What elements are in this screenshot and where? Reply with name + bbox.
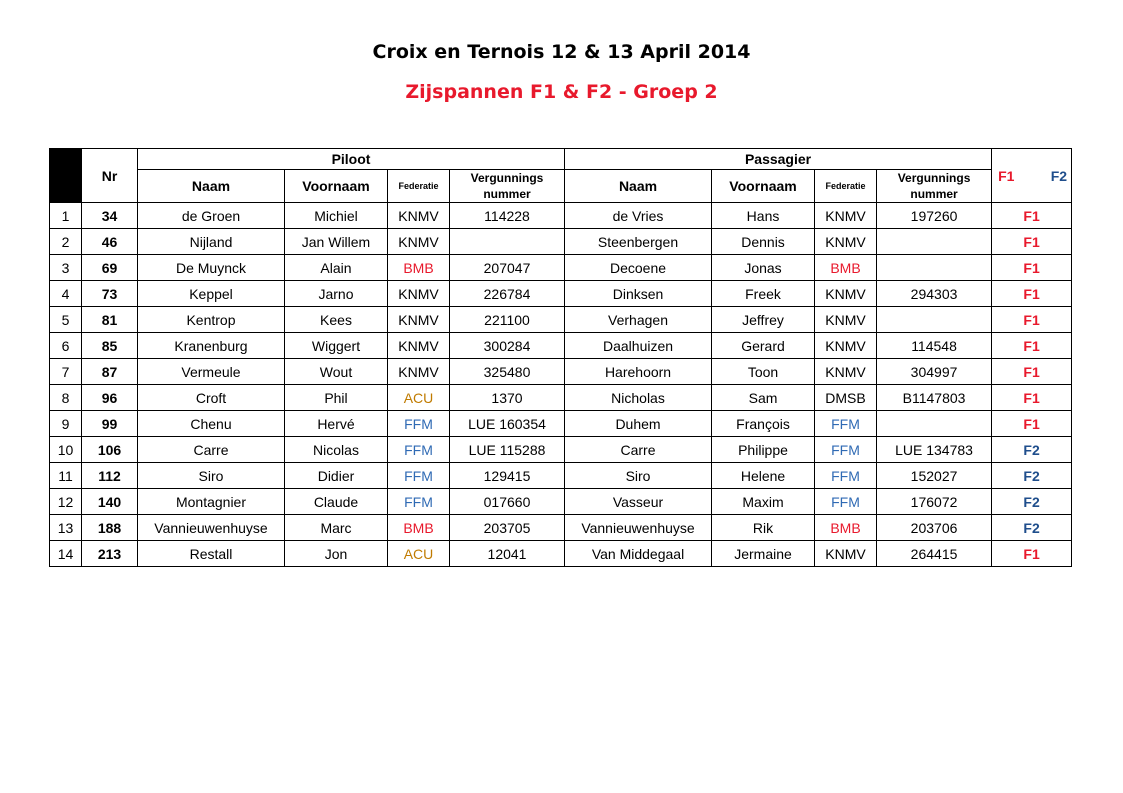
start-number-cell: 34 xyxy=(82,203,138,229)
pilot-federation-cell: KNMV xyxy=(388,203,450,229)
passenger-firstname-cell: Helene xyxy=(712,463,815,489)
pilot-federation-cell: FFM xyxy=(388,411,450,437)
pilot-license-cell: 226784 xyxy=(450,281,565,307)
entry-table xyxy=(49,148,1072,567)
row-index-cell: 6 xyxy=(50,333,82,359)
pilot-firstname-cell: Didier xyxy=(285,463,388,489)
start-number-cell: 106 xyxy=(82,437,138,463)
passenger-license-cell: 114548 xyxy=(877,333,992,359)
table-row xyxy=(50,229,1072,255)
pilot-surname-cell: Chenu xyxy=(138,411,285,437)
passenger-federation-cell: BMB xyxy=(815,515,877,541)
header-piloot-naam: Naam xyxy=(138,170,285,203)
passenger-firstname-cell: François xyxy=(712,411,815,437)
passenger-firstname-cell: Rik xyxy=(712,515,815,541)
pilot-license-cell xyxy=(450,229,565,255)
pilot-surname-cell: Vermeule xyxy=(138,359,285,385)
table-row xyxy=(50,411,1072,437)
pilot-firstname-cell: Claude xyxy=(285,489,388,515)
passenger-firstname-cell: Maxim xyxy=(712,489,815,515)
pilot-surname-cell: Carre xyxy=(138,437,285,463)
header-corner-cell xyxy=(50,149,82,203)
row-index-cell: 7 xyxy=(50,359,82,385)
class-cell: F2 xyxy=(992,463,1072,489)
pilot-surname-cell: Nijland xyxy=(138,229,285,255)
passenger-surname-cell: Van Middegaal xyxy=(565,541,712,567)
passenger-firstname-cell: Dennis xyxy=(712,229,815,255)
class-cell: F2 xyxy=(992,437,1072,463)
header-piloot-vergunning: Vergunnings nummer xyxy=(450,170,565,203)
pilot-surname-cell: De Muynck xyxy=(138,255,285,281)
pilot-firstname-cell: Wout xyxy=(285,359,388,385)
class-cell: F1 xyxy=(992,255,1072,281)
passenger-federation-cell: KNMV xyxy=(815,307,877,333)
pilot-firstname-cell: Kees xyxy=(285,307,388,333)
passenger-surname-cell: Verhagen xyxy=(565,307,712,333)
header-passagier: Passagier xyxy=(565,149,992,170)
passenger-surname-cell: Duhem xyxy=(565,411,712,437)
header-f2: F2 xyxy=(1050,167,1068,184)
passenger-federation-cell: KNMV xyxy=(815,359,877,385)
passenger-firstname-cell: Jeffrey xyxy=(712,307,815,333)
passenger-surname-cell: Vannieuwenhuyse xyxy=(565,515,712,541)
table-row xyxy=(50,463,1072,489)
passenger-surname-cell: Dinksen xyxy=(565,281,712,307)
pilot-surname-cell: Siro xyxy=(138,463,285,489)
pilot-firstname-cell: Marc xyxy=(285,515,388,541)
row-index-cell: 9 xyxy=(50,411,82,437)
table-row xyxy=(50,281,1072,307)
pilot-federation-cell: FFM xyxy=(388,489,450,515)
class-cell: F1 xyxy=(992,229,1072,255)
row-index-cell: 2 xyxy=(50,229,82,255)
table-row xyxy=(50,385,1072,411)
header-passagier-voornaam: Voornaam xyxy=(712,170,815,203)
class-cell: F1 xyxy=(992,411,1072,437)
pilot-surname-cell: Croft xyxy=(138,385,285,411)
passenger-firstname-cell: Freek xyxy=(712,281,815,307)
pilot-federation-cell: ACU xyxy=(388,541,450,567)
passenger-license-cell: 203706 xyxy=(877,515,992,541)
row-index-cell: 4 xyxy=(50,281,82,307)
header-nr: Nr xyxy=(82,149,138,203)
passenger-firstname-cell: Hans xyxy=(712,203,815,229)
passenger-federation-cell: FFM xyxy=(815,489,877,515)
start-number-cell: 188 xyxy=(82,515,138,541)
pilot-license-cell: 325480 xyxy=(450,359,565,385)
pilot-surname-cell: Montagnier xyxy=(138,489,285,515)
pilot-federation-cell: ACU xyxy=(388,385,450,411)
row-index-cell: 5 xyxy=(50,307,82,333)
passenger-license-cell: LUE 134783 xyxy=(877,437,992,463)
passenger-federation-cell: KNMV xyxy=(815,203,877,229)
pilot-federation-cell: BMB xyxy=(388,255,450,281)
passenger-license-cell: B1147803 xyxy=(877,385,992,411)
passenger-surname-cell: Nicholas xyxy=(565,385,712,411)
pilot-firstname-cell: Alain xyxy=(285,255,388,281)
pilot-federation-cell: FFM xyxy=(388,437,450,463)
class-cell: F1 xyxy=(992,359,1072,385)
table-row xyxy=(50,359,1072,385)
header-passagier-naam: Naam xyxy=(565,170,712,203)
start-number-cell: 140 xyxy=(82,489,138,515)
pilot-firstname-cell: Phil xyxy=(285,385,388,411)
passenger-license-cell xyxy=(877,229,992,255)
passenger-federation-cell: KNMV xyxy=(815,541,877,567)
pilot-license-cell: 114228 xyxy=(450,203,565,229)
passenger-federation-cell: FFM xyxy=(815,437,877,463)
pilot-license-cell: 207047 xyxy=(450,255,565,281)
header-passagier-federatie: Federatie xyxy=(815,170,877,203)
page-title: Croix en Ternois 12 & 13 April 2014 xyxy=(372,41,751,63)
passenger-surname-cell: Carre xyxy=(565,437,712,463)
header-piloot-federatie: Federatie xyxy=(388,170,450,203)
pilot-license-cell: 12041 xyxy=(450,541,565,567)
pilot-license-cell: 300284 xyxy=(450,333,565,359)
passenger-license-cell: 304997 xyxy=(877,359,992,385)
class-cell: F1 xyxy=(992,385,1072,411)
pilot-license-cell: 203705 xyxy=(450,515,565,541)
start-number-cell: 85 xyxy=(82,333,138,359)
pilot-firstname-cell: Jon xyxy=(285,541,388,567)
pilot-firstname-cell: Jan Willem xyxy=(285,229,388,255)
start-number-cell: 213 xyxy=(82,541,138,567)
pilot-license-cell: 221100 xyxy=(450,307,565,333)
passenger-surname-cell: Siro xyxy=(565,463,712,489)
pilot-firstname-cell: Wiggert xyxy=(285,333,388,359)
passenger-license-cell xyxy=(877,307,992,333)
table-row xyxy=(50,437,1072,463)
passenger-license-cell: 152027 xyxy=(877,463,992,489)
pilot-federation-cell: KNMV xyxy=(388,307,450,333)
passenger-license-cell xyxy=(877,411,992,437)
pilot-federation-cell: KNMV xyxy=(388,359,450,385)
pilot-surname-cell: Restall xyxy=(138,541,285,567)
passenger-federation-cell: KNMV xyxy=(815,229,877,255)
pilot-license-cell: 1370 xyxy=(450,385,565,411)
start-number-cell: 46 xyxy=(82,229,138,255)
start-number-cell: 73 xyxy=(82,281,138,307)
header-f1: F1 xyxy=(998,167,1015,184)
passenger-federation-cell: DMSB xyxy=(815,385,877,411)
pilot-surname-cell: Kranenburg xyxy=(138,333,285,359)
pilot-federation-cell: BMB xyxy=(388,515,450,541)
passenger-license-cell: 197260 xyxy=(877,203,992,229)
pilot-license-cell: 017660 xyxy=(450,489,565,515)
header-class xyxy=(992,149,1072,203)
pilot-surname-cell: Kentrop xyxy=(138,307,285,333)
header-piloot-voornaam: Voornaam xyxy=(285,170,388,203)
passenger-surname-cell: Vasseur xyxy=(565,489,712,515)
pilot-firstname-cell: Hervé xyxy=(285,411,388,437)
header-passagier-vergunning: Vergunnings nummer xyxy=(877,170,992,203)
start-number-cell: 99 xyxy=(82,411,138,437)
row-index-cell: 14 xyxy=(50,541,82,567)
passenger-federation-cell: BMB xyxy=(815,255,877,281)
start-number-cell: 96 xyxy=(82,385,138,411)
passenger-license-cell: 176072 xyxy=(877,489,992,515)
pilot-surname-cell: Keppel xyxy=(138,281,285,307)
passenger-license-cell: 264415 xyxy=(877,541,992,567)
passenger-license-cell: 294303 xyxy=(877,281,992,307)
passenger-federation-cell: KNMV xyxy=(815,333,877,359)
start-number-cell: 81 xyxy=(82,307,138,333)
passenger-federation-cell: FFM xyxy=(815,411,877,437)
pilot-license-cell: LUE 160354 xyxy=(450,411,565,437)
header-row-columns xyxy=(50,170,1072,203)
passenger-surname-cell: Decoene xyxy=(565,255,712,281)
class-cell: F2 xyxy=(992,489,1072,515)
class-cell: F1 xyxy=(992,333,1072,359)
class-cell: F1 xyxy=(992,541,1072,567)
passenger-federation-cell: KNMV xyxy=(815,281,877,307)
class-cell: F1 xyxy=(992,203,1072,229)
pilot-firstname-cell: Michiel xyxy=(285,203,388,229)
passenger-firstname-cell: Philippe xyxy=(712,437,815,463)
passenger-surname-cell: Steenbergen xyxy=(565,229,712,255)
table-row xyxy=(50,515,1072,541)
pilot-federation-cell: FFM xyxy=(388,463,450,489)
class-cell: F1 xyxy=(992,281,1072,307)
row-index-cell: 13 xyxy=(50,515,82,541)
table-row xyxy=(50,203,1072,229)
passenger-surname-cell: de Vries xyxy=(565,203,712,229)
passenger-federation-cell: FFM xyxy=(815,463,877,489)
pilot-federation-cell: KNMV xyxy=(388,229,450,255)
passenger-firstname-cell: Jonas xyxy=(712,255,815,281)
table-row xyxy=(50,307,1072,333)
table-row xyxy=(50,255,1072,281)
row-index-cell: 8 xyxy=(50,385,82,411)
row-index-cell: 11 xyxy=(50,463,82,489)
table-row xyxy=(50,541,1072,567)
row-index-cell: 10 xyxy=(50,437,82,463)
pilot-surname-cell: Vannieuwenhuyse xyxy=(138,515,285,541)
pilot-federation-cell: KNMV xyxy=(388,333,450,359)
pilot-firstname-cell: Jarno xyxy=(285,281,388,307)
header-piloot: Piloot xyxy=(138,149,565,170)
row-index-cell: 1 xyxy=(50,203,82,229)
pilot-firstname-cell: Nicolas xyxy=(285,437,388,463)
passenger-firstname-cell: Gerard xyxy=(712,333,815,359)
start-number-cell: 112 xyxy=(82,463,138,489)
passenger-surname-cell: Daalhuizen xyxy=(565,333,712,359)
passenger-firstname-cell: Sam xyxy=(712,385,815,411)
start-number-cell: 69 xyxy=(82,255,138,281)
pilot-surname-cell: de Groen xyxy=(138,203,285,229)
passenger-firstname-cell: Jermaine xyxy=(712,541,815,567)
row-index-cell: 12 xyxy=(50,489,82,515)
pilot-federation-cell: KNMV xyxy=(388,281,450,307)
pilot-license-cell: LUE 115288 xyxy=(450,437,565,463)
start-number-cell: 87 xyxy=(82,359,138,385)
class-cell: F2 xyxy=(992,515,1072,541)
class-cell: F1 xyxy=(992,307,1072,333)
row-index-cell: 3 xyxy=(50,255,82,281)
passenger-firstname-cell: Toon xyxy=(712,359,815,385)
passenger-license-cell xyxy=(877,255,992,281)
page-subtitle: Zijspannen F1 & F2 - Groep 2 xyxy=(405,81,718,103)
table-row xyxy=(50,333,1072,359)
table-row xyxy=(50,489,1072,515)
pilot-license-cell: 129415 xyxy=(450,463,565,489)
passenger-surname-cell: Harehoorn xyxy=(565,359,712,385)
header-row-group xyxy=(50,149,1072,170)
